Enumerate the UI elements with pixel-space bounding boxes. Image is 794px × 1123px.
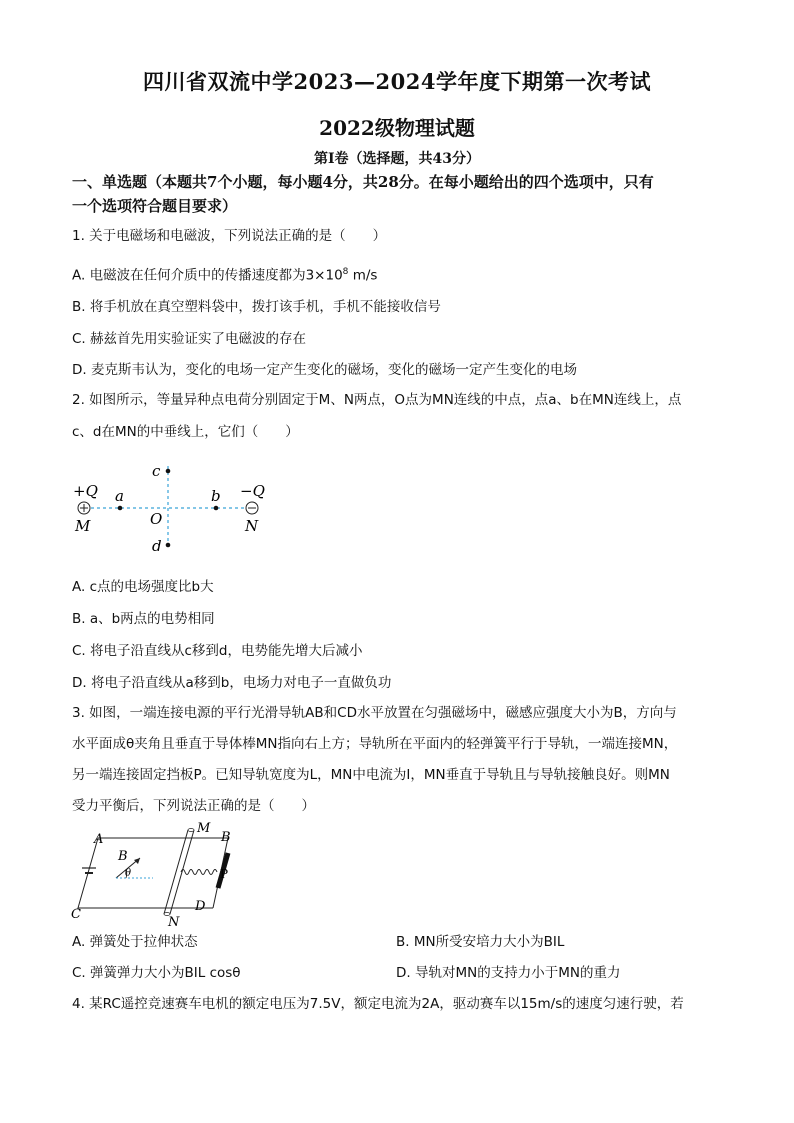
question-2-option-a[interactable]: A. c点的电场强度比b大 (72, 579, 214, 595)
question-3-stem-line-2: 水平面成θ夹角且垂直于导体棒MN指向右上方；导轨所在平面内的轻弹簧平行于导轨，一端连接MN， (72, 736, 678, 752)
question-3-stem-line-3: 另一端连接固定挡板P。已知导轨宽度为L，MN中电流为I，MN垂直于导轨且与导轨接触良好。则MN (72, 767, 670, 783)
rail-figure (68, 818, 248, 928)
question-3-option-d[interactable]: D. 导轨对MN的支持力小于MN的重力 (396, 965, 621, 981)
label-plate-p: P (220, 867, 229, 881)
label-d: d (152, 537, 162, 555)
question-3-option-b[interactable]: B. MN所受安培力大小为BIL (396, 934, 565, 950)
question-1-option-b[interactable]: B. 将手机放在真空塑料袋中，拨打该手机，手机不能接收信号 (72, 299, 441, 315)
question-1-option-a[interactable] (72, 262, 377, 286)
question-2-option-b[interactable]: B. a、b两点的电势相同 (72, 611, 215, 627)
label-rail-c: C (71, 907, 81, 922)
label-c: c (152, 462, 161, 480)
label-theta: θ (125, 868, 132, 879)
question-2-option-d[interactable]: D. 将电子沿直线从a移到b，电场力对电子一直做负功 (72, 675, 392, 691)
question-1-option-d[interactable]: D. 麦克斯韦认为，变化的电场一定产生变化的磁场，变化的磁场一定产生变化的电场 (72, 362, 577, 378)
section-heading-line-1: 一、单选题（本题共7个小题，每小题4分，共28分。在每小题给出的四个选项中，只有 (72, 173, 654, 191)
point-a (118, 506, 123, 511)
label-m: M (75, 517, 91, 535)
question-3-stem-line-1: 3. 如图，一端连接电源的平行光滑导轨AB和CD水平放置在匀强磁场中，磁感应强度大小为B，方向与 (72, 705, 677, 721)
option-a-unit: m/s (348, 267, 378, 284)
label-rail-d: D (195, 899, 206, 914)
exam-subtitle: 2022级物理试题 (319, 116, 475, 140)
exam-title: 四川省双流中学2023—2024学年度下期第一次考试 (143, 69, 651, 94)
point-c (166, 469, 171, 474)
label-rod-n: N (168, 915, 180, 928)
question-3-option-c[interactable]: C. 弹簧弹力大小为BIL cosθ (72, 965, 241, 981)
label-b: b (211, 487, 221, 505)
option-a-exponent: 8 (342, 267, 349, 277)
label-n: N (245, 517, 259, 535)
part-title: 第Ⅰ卷（选择题，共43分） (313, 151, 481, 167)
question-4-stem: 4. 某RC遥控竞速赛车电机的额定电压为7.5V，额定电流为2A，驱动赛车以15m/s的速度匀速行驶，若 (72, 996, 684, 1012)
question-1-option-c[interactable]: C. 赫兹首先用实验证实了电磁波的存在 (72, 331, 307, 347)
question-3-option-a[interactable]: A. 弹簧处于拉伸状态 (72, 934, 198, 950)
point-d (166, 543, 171, 548)
question-2-stem-line-2: c、d在MN的中垂线上，它们（ ） (72, 424, 299, 440)
label-rod-m: M (197, 821, 211, 836)
point-b (214, 506, 219, 511)
spring-icon (181, 870, 217, 875)
label-a: a (115, 487, 124, 505)
charges-figure (70, 458, 280, 558)
label-rail-a: A (94, 832, 104, 847)
section-heading-line-2: 一个选项符合题目要求） (72, 197, 238, 215)
field-arrow-icon (134, 858, 140, 864)
question-3-stem-line-4: 受力平衡后，下列说法正确的是（ ） (72, 798, 315, 814)
question-1-stem: 1. 关于电磁场和电磁波，下列说法正确的是（ ） (72, 228, 387, 244)
label-plus-q: +Q (73, 482, 98, 500)
option-a-text: A. 电磁波在任何介质中的传播速度都为3×10 (72, 267, 343, 284)
label-o: O (150, 510, 163, 528)
label-rail-b: B (221, 830, 231, 845)
question-2-stem-line-1: 2. 如图所示，等量异种点电荷分别固定于M、N两点，O点为MN连线的中点，点a、b在MN连线上，点 (72, 392, 682, 408)
question-2-option-c[interactable]: C. 将电子沿直线从c移到d，电势能先增大后减小 (72, 643, 363, 659)
label-minus-q: −Q (240, 482, 265, 500)
label-field-b: B (118, 849, 128, 864)
